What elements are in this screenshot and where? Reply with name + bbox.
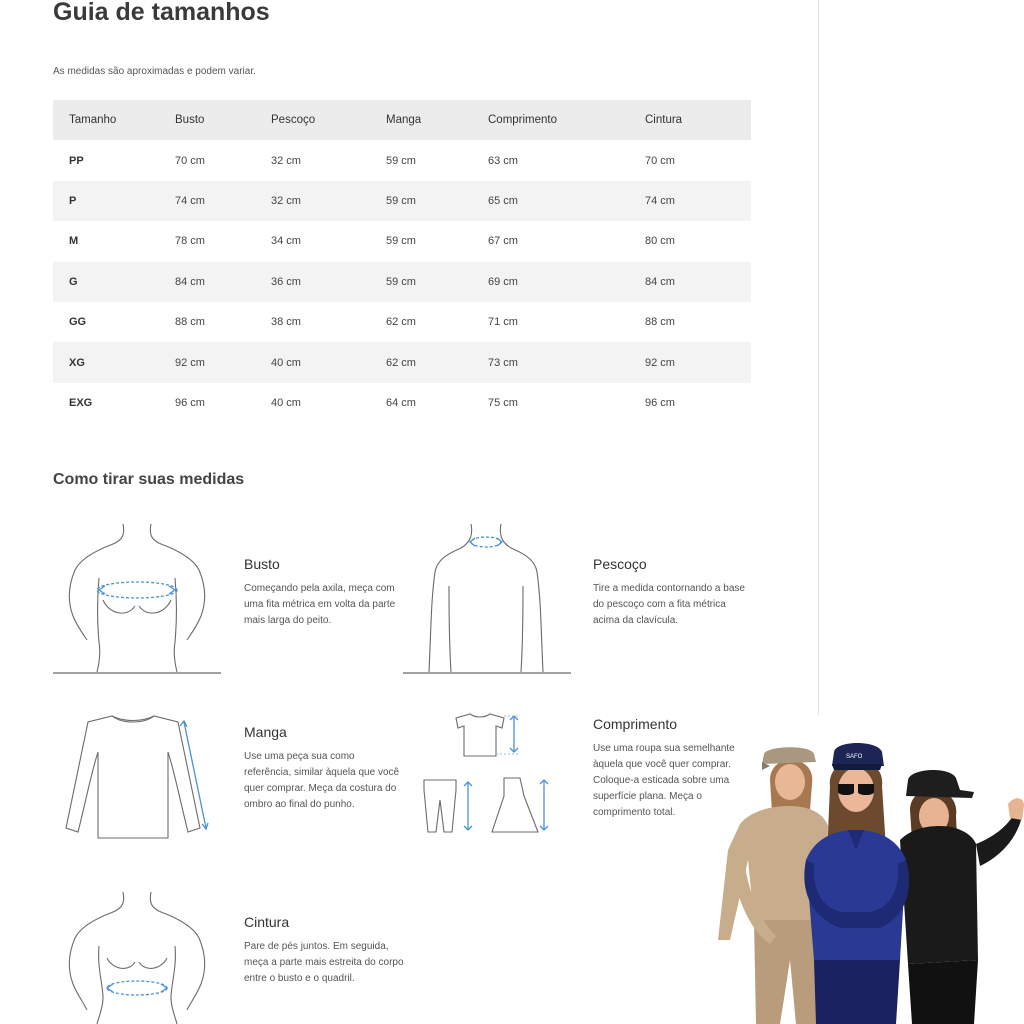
header-busto: Busto	[175, 114, 205, 127]
cell-pescoco: 32 cm	[271, 194, 301, 207]
vertical-divider	[818, 0, 819, 715]
cell-pescoco: 34 cm	[271, 235, 301, 248]
cell-cintura: 84 cm	[645, 275, 675, 288]
bust-illustration	[53, 520, 221, 676]
model-blue-uniform	[804, 743, 909, 1024]
table-row	[53, 262, 751, 302]
cell-manga: 59 cm	[386, 235, 416, 248]
cell-pescoco: 36 cm	[271, 275, 301, 288]
cell-cintura: 92 cm	[645, 356, 675, 369]
measure-description: Use uma roupa sua semelhante àquela que você quer comprar. Coloque-a esticada sobre uma superfície plana. Meça o comprimento total.	[593, 743, 735, 818]
cell-size: GG	[69, 316, 87, 329]
table-row	[53, 181, 751, 221]
cell-busto: 74 cm	[175, 194, 205, 207]
measure-title: Manga	[244, 724, 287, 740]
header-pescoco: Pescoço	[271, 114, 316, 127]
cell-size: PP	[69, 154, 84, 167]
cell-manga: 59 cm	[386, 154, 416, 167]
cell-pescoco: 32 cm	[271, 154, 301, 167]
header-manga: Manga	[386, 114, 422, 127]
cell-size: EXG	[69, 396, 93, 409]
length-illustration	[420, 708, 555, 838]
cell-busto: 70 cm	[175, 154, 205, 167]
table-row	[53, 302, 751, 342]
waist-illustration	[53, 888, 221, 1024]
cell-manga: 59 cm	[386, 275, 416, 288]
cell-size: M	[69, 235, 79, 248]
cap-logo: SAFO	[846, 754, 863, 760]
header-cintura: Cintura	[645, 114, 683, 127]
cell-manga: 64 cm	[386, 396, 416, 409]
measure-title: Pescoço	[593, 556, 647, 572]
cell-size: G	[69, 275, 78, 288]
measure-description: Começando pela axila, meça com uma fita métrica em volta da parte mais larga do peito.	[244, 583, 396, 626]
model-black-uniform	[900, 770, 1024, 1024]
measure-busto	[244, 556, 404, 629]
cell-cintura: 80 cm	[645, 235, 675, 248]
measure-description: Tire a medida contornando a base do pescoço com a fita métrica acima da clavícula.	[593, 583, 745, 626]
product-photo	[710, 740, 1024, 1024]
size-table	[53, 100, 751, 423]
measure-title: Busto	[244, 556, 280, 572]
cell-pescoco: 40 cm	[271, 356, 301, 369]
table-row	[53, 140, 751, 180]
cell-cintura: 74 cm	[645, 194, 675, 207]
measure-description: Use uma peça sua como referência, similar àquela que você quer comprar. Meça da costura do ombro ao final do punho.	[244, 751, 400, 810]
cell-busto: 84 cm	[175, 275, 205, 288]
cell-comprimento: 71 cm	[488, 316, 518, 329]
cell-cintura: 96 cm	[645, 396, 675, 409]
cell-busto: 78 cm	[175, 235, 205, 248]
measure-title: Cintura	[244, 914, 290, 930]
table-row	[53, 342, 751, 382]
table-row	[53, 383, 751, 423]
cell-comprimento: 69 cm	[488, 275, 518, 288]
cell-cintura: 88 cm	[645, 316, 675, 329]
page-subtitle: As medidas são aproximadas e podem variar.	[53, 66, 256, 77]
cell-manga: 62 cm	[386, 356, 416, 369]
cell-manga: 59 cm	[386, 194, 416, 207]
table-row	[53, 221, 751, 261]
neck-illustration	[403, 520, 571, 676]
cell-comprimento: 65 cm	[488, 194, 518, 207]
cell-comprimento: 63 cm	[488, 154, 518, 167]
page-title: Guia de tamanhos	[53, 0, 270, 26]
cell-comprimento: 73 cm	[488, 356, 518, 369]
cell-pescoco: 40 cm	[271, 396, 301, 409]
cell-busto: 88 cm	[175, 316, 205, 329]
table-header-row	[53, 100, 751, 140]
measure-cintura	[244, 914, 404, 987]
cell-comprimento: 67 cm	[488, 235, 518, 248]
header-tamanho: Tamanho	[69, 114, 117, 127]
cell-cintura: 70 cm	[645, 154, 675, 167]
cell-pescoco: 38 cm	[271, 316, 301, 329]
measure-pescoco	[593, 556, 753, 629]
how-to-measure-title: Como tirar suas medidas	[53, 471, 245, 488]
cell-busto: 96 cm	[175, 396, 205, 409]
measure-title: Comprimento	[593, 716, 678, 732]
cell-size: XG	[69, 356, 85, 369]
cell-busto: 92 cm	[175, 356, 205, 369]
header-comprimento: Comprimento	[488, 114, 558, 127]
measure-description: Pare de pés juntos. Em seguida, meça a parte mais estreita do corpo entre o busto e o quadril.	[244, 941, 404, 984]
cell-manga: 62 cm	[386, 316, 416, 329]
sleeve-illustration	[62, 710, 222, 845]
cell-comprimento: 75 cm	[488, 396, 518, 409]
measure-manga	[244, 724, 404, 813]
cell-size: P	[69, 194, 77, 207]
